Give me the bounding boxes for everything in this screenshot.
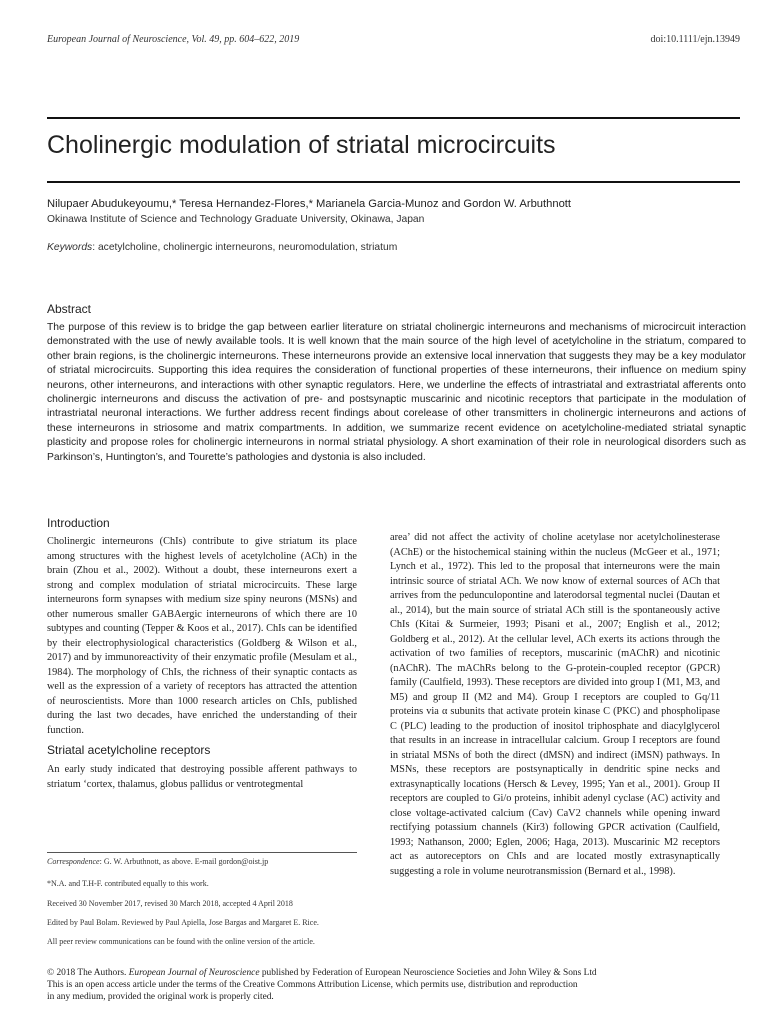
copyright-line-2: This is an open access article under the terms of the Creative Commons Attribution License, which permits use, distribution and reproduction bbox=[47, 980, 578, 990]
copyright-line-3: in any medium, provided the original work is properly cited. bbox=[47, 992, 274, 1002]
title-rule-bottom bbox=[47, 181, 740, 183]
right-column-body bbox=[390, 531, 720, 879]
title-rule-top bbox=[47, 117, 740, 119]
copyright-journal: European Journal of Neuroscience bbox=[128, 968, 260, 978]
introduction-heading: Introduction bbox=[47, 516, 110, 530]
receptors-heading: Striatal acetylcholine receptors bbox=[47, 743, 211, 757]
affiliation: Okinawa Institute of Science and Technology Graduate University, Okinawa, Japan bbox=[47, 214, 425, 225]
copyright-line-1 bbox=[47, 967, 747, 979]
right-column-paragraph: area’ did not affect the activity of choline acetylase nor acetylcholinesterase (AChE) or the histochemical staining within the nucleus (McGeer et al., 1971; Lynch et al., 1972). This led to the proposal that interneurons were the main intrinsic source of striatal ACh. We now know of external sources of ACh that arrives from the pedunculopontine and laterodorsal tegmental nuclei (Dautan et al., 2014), but the main source of striatal ACh still is the spontaneously active ChIs (Kitai & Surmeier, 1993; Pisani et al., 2007; English et al., 2012; Goldberg et al., 2012). At the cellular level, ACh exerts its actions through the activation of two families of receptors, muscarinic (mAChR) and nicotinic (nAChR). The mAChRs belong to the G-protein-coupled receptor (GPCR) family (Caulfield, 1993). These receptors are divided into group I (M1, M3, and M5) and group II (M2 and M4). Group I receptors are coupled to Gq/11 proteins via α subunits that activate protein kinase C (PKC) and phospholipase C (PLC) leading to the production of inositol triphosphate and diacylglycerol that results in an increase in intracellular calcium. Group I receptors are found in striatal MSNs of both the direct (dMSN) and indirect (iMSN) pathways. In MSNs, these receptors are postsynaptically in dendritic spine necks and extrasynaptically locations (Hersch & Levey, 1995; Yan et al., 2001). Group II receptors are coupled to Gi/o proteins, inhibit adenyl cyclase (AC) activity and close voltage-activated calcium (Cav) CaV2 channels while opening inward rectifying potassium channels (Kir3) following GPCR activation (Caulfield, 1993; Nathanson, 2000; Eglen, 2006; Haga, 2013). Muscarinic M2 receptors act as autoreceptors on ChIs and are located mostly extrasynaptically suggesting a role in volume neurotransmission (Bernard et al., 1998). bbox=[390, 532, 720, 877]
footnote-received: Received 30 November 2017, revised 30 March 2018, accepted 4 April 2018 bbox=[47, 899, 293, 908]
footnote-review: All peer review communications can be found with the online version of the article. bbox=[47, 937, 315, 946]
correspondence-text: : G. W. Arbuthnott, as above. E-mail gordon@oist.jp bbox=[99, 857, 269, 866]
footnote-equal-contribution: *N.A. and T.H-F. contributed equally to this work. bbox=[47, 879, 209, 888]
copyright-publisher: published by Federation of European Neuroscience Societies and John Wiley & Sons Ltd bbox=[259, 968, 597, 978]
article-title: Cholinergic modulation of striatal microcircuits bbox=[47, 131, 556, 159]
author-list: Nilupaer Abudukeyoumu,* Teresa Hernandez-Flores,* Marianela Garcia-Munoz and Gordon W. Arbuthnott bbox=[47, 198, 572, 210]
correspondence-label: Correspondence bbox=[47, 857, 100, 866]
copyright-prefix: © 2018 The Authors. bbox=[47, 968, 129, 978]
introduction-body bbox=[47, 535, 357, 738]
keywords-label: Keywords bbox=[47, 242, 93, 253]
footnote-correspondence bbox=[47, 857, 357, 866]
footnote-edited: Edited by Paul Bolam. Reviewed by Paul Apiella, Jose Bargas and Margaret E. Rice. bbox=[47, 918, 319, 927]
footnote-divider bbox=[47, 852, 357, 853]
copyright-notice bbox=[47, 967, 747, 1003]
introduction-paragraph: Cholinergic interneurons (ChIs) contribute to give striatum its place among structures with the highest levels of acetylcholine (ACh) in the brain (Zhou et al., 2002). Without a doubt, these interneurons exert a strong and complex modulation of striatal microcircuits. These large interneurons form synapses with medium size spiny neurons (MSNs) and other numerous smaller GABAergic interneurons of which there are 10 subtypes and counting (Tepper & Koos et al., 2017). ChIs can be identified by their electrophysiological characteristics (Goldberg & Wilson et al., 2017) and by immunoreactivity of their enzymatic profile (Mesulam et al., 1984). The morphology of ChIs, the richness of their synaptic contacts as well as the expression of a variety of receptors has attracted the attention of neuroscientists. More than 1000 research articles on ChIs, published during the last two decades, have enriched the understanding of their function. bbox=[47, 536, 357, 736]
abstract-text: The purpose of this review is to bridge the gap between earlier literature on striatal cholinergic interneurons and mechanisms of microcircuit interaction demonstrated with the use of newly available tools. It is well known that the main source of the high level of acetylcholine in the striatum, compared to other brain regions, is the cholinergic interneurons. These interneurons provide an extensive local innervation that suggests they may be a key modulator of striatal microcircuits. Supporting this idea requires the consideration of functional properties of these interneurons, their influence on medium spiny neurons, other interneurons, and interactions with other synaptic regulators. Here, we underline the effects of intrastriatal and extrastriatal afferents onto cholinergic interneurons and discuss the activation of pre- and postsynaptic muscarinic and nicotinic receptors that participate in the modulation of intrastriatal neuronal interactions. We further address recent findings about corelease of other transmitters in cholinergic interneurons and actions of these interneurons in striosome and matrix compartments. In addition, we summarize recent evidence on acetylcholine-mediated striatal synaptic plasticity and propose roles for cholinergic interneurons in normal striatal physiology. A short examination of their role in neurological disorders such as Parkinson’s, Huntington’s, and Tourette’s pathologies and dystonia is also included. bbox=[47, 322, 746, 463]
doi-header[interactable]: doi:10.1111/ejn.13949 bbox=[650, 34, 740, 45]
journal-header: European Journal of Neuroscience, Vol. 49, pp. 604–622, 2019 bbox=[47, 34, 300, 45]
abstract-heading: Abstract bbox=[47, 302, 92, 316]
keywords-text: : acetylcholine, cholinergic interneurons, neuromodulation, striatum bbox=[92, 242, 398, 253]
keywords bbox=[47, 242, 397, 253]
receptors-paragraph: An early study indicated that destroying possible afferent pathways to striatum ‘cortex, thalamus, globus pallidus or ventrotegmental bbox=[47, 764, 357, 790]
receptors-body bbox=[47, 763, 357, 792]
